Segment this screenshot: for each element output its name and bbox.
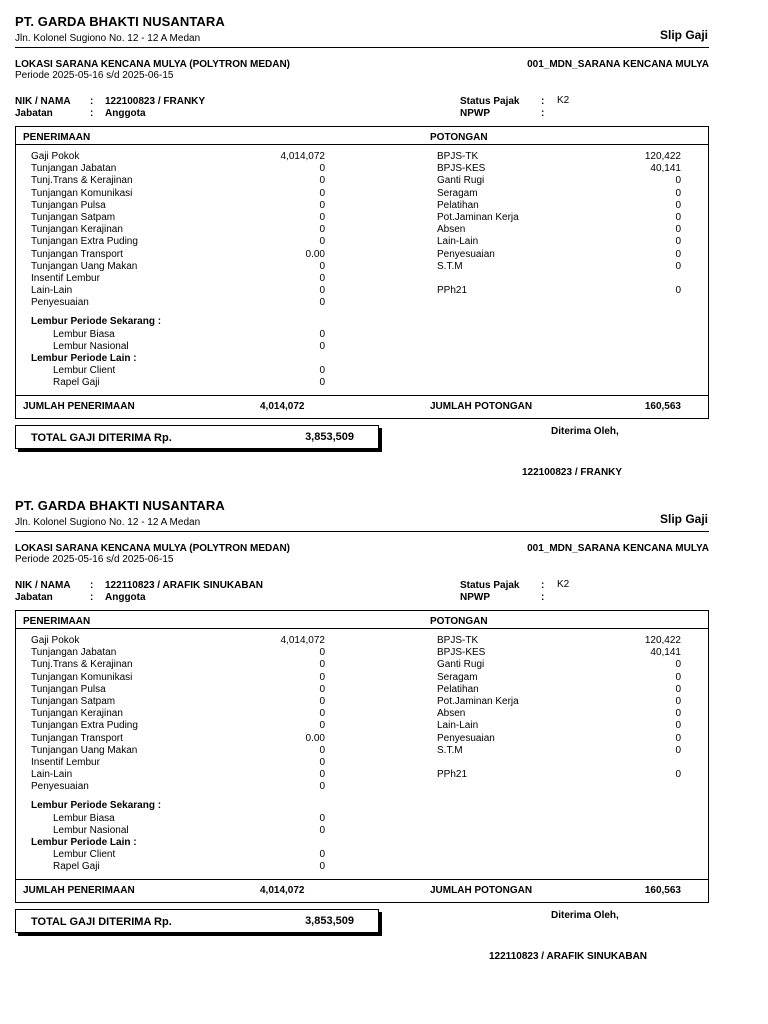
- status-pajak-label: Status Pajak: [460, 96, 520, 107]
- item-value: 0: [319, 199, 325, 211]
- item-name: Tunjangan Pulsa: [31, 683, 106, 695]
- item-name: Lembur Biasa: [53, 328, 115, 340]
- list-item: [437, 212, 681, 224]
- total-label: TOTAL GAJI DITERIMA Rp.: [31, 916, 172, 928]
- item-value: 0.00: [305, 248, 325, 260]
- item-name: PPh21: [437, 769, 468, 781]
- list-item: [31, 199, 325, 212]
- list-item: [31, 659, 325, 671]
- item-value: 0: [675, 260, 681, 272]
- item-value: 0: [319, 175, 325, 187]
- lembur-lain-heading: [31, 837, 311, 849]
- item-name: Penyesuaian: [31, 297, 89, 309]
- list-item: [437, 261, 681, 273]
- item-value: 0: [675, 211, 681, 223]
- item-name: Lembur Client: [53, 849, 116, 861]
- item-value: 0: [319, 260, 325, 272]
- list-item: [31, 377, 325, 389]
- list-item: [31, 861, 325, 873]
- item-name: Tunjangan Pulsa: [31, 199, 106, 211]
- slip-title: Slip Gaji: [659, 28, 708, 42]
- salary-table: [15, 126, 709, 419]
- item-value: 0: [675, 769, 681, 781]
- item-value: 0: [319, 769, 325, 781]
- list-item: [31, 163, 325, 175]
- item-name: Tunjangan Transport: [31, 732, 123, 744]
- list-item: [437, 696, 681, 708]
- item-value: 0: [319, 659, 325, 671]
- item-name: Rapel Gaji: [53, 377, 100, 389]
- item-value: 0: [675, 695, 681, 707]
- slip-title: Slip Gaji: [659, 512, 708, 526]
- list-item: [31, 340, 325, 353]
- jabatan-value: Anggota: [105, 108, 146, 119]
- table-header-divider: [16, 144, 708, 145]
- item-name: Tunjangan Satpam: [31, 211, 116, 223]
- received-by-label: Diterima Oleh,: [551, 426, 619, 437]
- company-address: Jln. Kolonel Sugiono No. 12 - 12 A Medan: [15, 33, 201, 44]
- jabatan-value: Anggota: [105, 592, 146, 603]
- list-item: [437, 249, 681, 261]
- jabatan-colon: :: [90, 592, 94, 603]
- item-value: 0: [319, 812, 325, 824]
- item-name: Pelatihan: [437, 199, 479, 211]
- item-name: Pot.Jaminan Kerja: [437, 695, 519, 707]
- salary-table: [15, 610, 709, 903]
- list-item: [31, 151, 325, 163]
- total-value: 3,853,509: [305, 915, 354, 927]
- item-value: 0: [319, 272, 325, 284]
- npwp-label: NPWP: [460, 592, 490, 603]
- penerimaan-list: [31, 151, 325, 390]
- nik-label: NIK / NAMA: [15, 580, 71, 591]
- nik-colon: :: [90, 580, 94, 591]
- lembur-lain-heading: [31, 353, 311, 365]
- item-name: Gaji Pokok: [31, 151, 80, 162]
- list-item: [31, 236, 325, 248]
- header-divider: [15, 47, 709, 48]
- item-name: Seragam: [437, 187, 478, 199]
- item-value: 0: [319, 163, 325, 175]
- header-divider: [15, 531, 709, 532]
- item-value: 0: [675, 732, 681, 744]
- item-name: Seragam: [437, 671, 478, 683]
- location-code: 001_MDN_SARANA KENCANA MULYA: [527, 543, 709, 554]
- item-name: BPJS-TK: [437, 151, 479, 162]
- list-item: [437, 733, 681, 745]
- item-name: Lain-Lain: [31, 285, 73, 297]
- item-value: 0: [319, 849, 325, 861]
- item-value: 0: [319, 756, 325, 768]
- list-item: [31, 756, 325, 769]
- penerimaan-header: PENERIMAAN: [23, 616, 91, 627]
- potongan-list: [437, 151, 681, 297]
- item-value: 0: [675, 248, 681, 260]
- item-name: Tunj.Trans & Kerajinan: [31, 175, 133, 187]
- item-value: 0: [319, 861, 325, 873]
- list-item: [31, 824, 325, 837]
- status-pajak-label: Status Pajak: [460, 580, 520, 591]
- jumlah-potongan-label: JUMLAH POTONGAN: [430, 401, 533, 412]
- list-item: [437, 224, 681, 236]
- list-item: [31, 732, 325, 745]
- period: Periode 2025-05-16 s/d 2025-06-15: [15, 70, 174, 81]
- potongan-list: [437, 635, 681, 781]
- item-value: 0: [675, 187, 681, 199]
- item-name: Tunjangan Komunikasi: [31, 671, 133, 683]
- item-value: 0: [319, 824, 325, 836]
- list-item: [437, 769, 681, 781]
- item-value: 0: [319, 297, 325, 309]
- item-value: 0: [675, 683, 681, 695]
- item-value: 0: [319, 340, 325, 352]
- item-name: BPJS-TK: [437, 635, 479, 646]
- total-box: [15, 909, 379, 933]
- spacer: [31, 309, 311, 316]
- list-item: [31, 248, 325, 261]
- list-item: [31, 769, 325, 781]
- item-value: 0: [319, 708, 325, 720]
- lembur-sekarang-heading: [31, 316, 311, 328]
- section-label: Lembur Periode Sekarang :: [31, 800, 162, 812]
- item-value: 0: [319, 647, 325, 659]
- item-name: Tunjangan Kerajinan: [31, 708, 123, 720]
- item-name: Tunjangan Uang Makan: [31, 744, 138, 756]
- item-name: Lembur Nasional: [53, 340, 129, 352]
- item-value: 40,141: [650, 647, 681, 659]
- item-value: 0: [319, 377, 325, 389]
- list-item: [31, 812, 325, 825]
- table-footer-divider: [16, 395, 708, 396]
- item-value: 0: [675, 199, 681, 211]
- item-name: Tunjangan Uang Makan: [31, 260, 138, 272]
- item-value: 0: [675, 671, 681, 683]
- list-item: [31, 647, 325, 659]
- item-value: 0: [319, 683, 325, 695]
- signer-name: 122110823 / ARAFIK SINUKABAN: [489, 951, 648, 962]
- nik-value: 122110823 / ARAFIK SINUKABAN: [105, 580, 264, 591]
- item-name: Pot.Jaminan Kerja: [437, 211, 519, 223]
- list-item: [437, 647, 681, 659]
- lembur-sekarang-heading: [31, 800, 311, 812]
- item-name: Lain-Lain: [437, 720, 479, 732]
- list-item: [31, 365, 325, 377]
- item-value: 0: [319, 671, 325, 683]
- potongan-header: POTONGAN: [430, 132, 488, 143]
- item-name: Insentif Lembur: [31, 272, 100, 284]
- item-value: 0: [675, 720, 681, 732]
- item-value: 4,014,072: [280, 151, 325, 162]
- list-item: [437, 684, 681, 696]
- item-name: S.T.M: [437, 260, 463, 272]
- list-item: [31, 328, 325, 341]
- location: LOKASI SARANA KENCANA MULYA (POLYTRON MEDAN): [15, 543, 291, 554]
- signer-name: 122100823 / FRANKY: [522, 467, 623, 478]
- item-name: Tunjangan Extra Puding: [31, 720, 138, 732]
- list-item: [31, 744, 325, 757]
- company-address: Jln. Kolonel Sugiono No. 12 - 12 A Medan: [15, 517, 201, 528]
- total-value: 3,853,509: [305, 431, 354, 443]
- item-name: BPJS-KES: [437, 163, 486, 175]
- list-item: [437, 659, 681, 671]
- list-item: [437, 635, 681, 647]
- list-item: [437, 200, 681, 212]
- item-name: Tunjangan Satpam: [31, 695, 116, 707]
- jumlah-penerimaan-label: JUMLAH PENERIMAAN: [23, 885, 135, 896]
- item-value: 0: [319, 224, 325, 236]
- item-value: 0: [675, 175, 681, 187]
- jumlah-potongan-value: 160,563: [644, 885, 681, 896]
- status-pajak-colon: :: [541, 96, 545, 107]
- item-value: 0: [675, 285, 681, 297]
- item-name: Tunjangan Extra Puding: [31, 236, 138, 248]
- list-item: [437, 672, 681, 684]
- list-item: [31, 187, 325, 200]
- salary-slip: [0, 0, 768, 484]
- item-value: 0: [319, 720, 325, 732]
- item-value: 0: [319, 328, 325, 340]
- list-item: [437, 163, 681, 175]
- list-item: [31, 272, 325, 285]
- npwp-colon: :: [541, 108, 545, 119]
- item-value: 120,422: [644, 151, 681, 162]
- item-value: 0: [319, 744, 325, 756]
- list-item: [437, 285, 681, 297]
- item-value: 0: [675, 659, 681, 671]
- item-name: PPh21: [437, 285, 468, 297]
- item-name: Pelatihan: [437, 683, 479, 695]
- item-value: 0: [319, 211, 325, 223]
- location-code: 001_MDN_SARANA KENCANA MULYA: [527, 59, 709, 70]
- nik-colon: :: [90, 96, 94, 107]
- list-item: [437, 273, 681, 285]
- list-item: [31, 211, 325, 224]
- jumlah-penerimaan-value: 4,014,072: [260, 885, 305, 896]
- item-name: Tunj.Trans & Kerajinan: [31, 659, 133, 671]
- list-item: [31, 671, 325, 684]
- item-name: Insentif Lembur: [31, 756, 100, 768]
- status-pajak-value: K2: [557, 579, 570, 590]
- table-header-divider: [16, 628, 708, 629]
- salary-slip: [0, 484, 768, 968]
- item-name: Lembur Client: [53, 365, 116, 377]
- section-label: Lembur Periode Sekarang :: [31, 316, 162, 328]
- list-item: [437, 708, 681, 720]
- item-name: Lain-Lain: [31, 769, 73, 781]
- npwp-label: NPWP: [460, 108, 490, 119]
- item-name: Ganti Rugi: [437, 175, 485, 187]
- item-value: 0: [675, 236, 681, 248]
- item-value: 4,014,072: [280, 635, 325, 646]
- jabatan-label: Jabatan: [15, 592, 53, 603]
- list-item: [31, 849, 325, 861]
- item-value: 0: [319, 285, 325, 297]
- jumlah-potongan-value: 160,563: [644, 401, 681, 412]
- list-item: [437, 236, 681, 248]
- table-footer-divider: [16, 879, 708, 880]
- item-name: Lembur Biasa: [53, 812, 115, 824]
- list-item: [437, 720, 681, 732]
- item-value: 0: [675, 224, 681, 236]
- item-name: BPJS-KES: [437, 647, 486, 659]
- item-name: Absen: [437, 224, 466, 236]
- item-value: 0: [319, 365, 325, 377]
- item-name: Ganti Rugi: [437, 659, 485, 671]
- item-name: Penyesuaian: [437, 248, 495, 260]
- list-item: [437, 188, 681, 200]
- item-name: Tunjangan Kerajinan: [31, 224, 123, 236]
- item-value: 0: [319, 695, 325, 707]
- jumlah-penerimaan-value: 4,014,072: [260, 401, 305, 412]
- item-name: Gaji Pokok: [31, 635, 80, 646]
- potongan-header: POTONGAN: [430, 616, 488, 627]
- item-name: Lain-Lain: [437, 236, 479, 248]
- list-item: [31, 635, 325, 647]
- item-value: 0: [675, 744, 681, 756]
- item-value: 0: [319, 187, 325, 199]
- status-pajak-value: K2: [557, 95, 570, 106]
- item-name: Tunjangan Transport: [31, 248, 123, 260]
- item-value: 120,422: [644, 635, 681, 646]
- item-name: Tunjangan Jabatan: [31, 647, 117, 659]
- jumlah-penerimaan-label: JUMLAH PENERIMAAN: [23, 401, 135, 412]
- item-name: Absen: [437, 708, 466, 720]
- item-value: 0: [319, 236, 325, 248]
- item-name: Rapel Gaji: [53, 861, 100, 873]
- penerimaan-list: [31, 635, 325, 874]
- spacer: [31, 793, 311, 800]
- item-value: 0.00: [305, 732, 325, 744]
- list-item: [437, 745, 681, 757]
- item-value: 0: [319, 781, 325, 793]
- list-item: [437, 175, 681, 187]
- item-name: Penyesuaian: [437, 732, 495, 744]
- jumlah-potongan-label: JUMLAH POTONGAN: [430, 885, 533, 896]
- npwp-colon: :: [541, 592, 545, 603]
- list-item: [31, 781, 325, 793]
- item-value: 0: [675, 708, 681, 720]
- location: LOKASI SARANA KENCANA MULYA (POLYTRON MEDAN): [15, 59, 291, 70]
- list-item: [31, 720, 325, 732]
- company-name: PT. GARDA BHAKTI NUSANTARA: [15, 14, 225, 29]
- item-name: S.T.M: [437, 744, 463, 756]
- section-label: Lembur Periode Lain :: [31, 353, 137, 364]
- status-pajak-colon: :: [541, 580, 545, 591]
- list-item: [437, 151, 681, 163]
- total-box: [15, 425, 379, 449]
- list-item: [31, 297, 325, 309]
- list-item: [31, 224, 325, 236]
- item-value: 40,141: [650, 163, 681, 175]
- list-item: [31, 695, 325, 708]
- total-label: TOTAL GAJI DITERIMA Rp.: [31, 432, 172, 444]
- period: Periode 2025-05-16 s/d 2025-06-15: [15, 554, 174, 565]
- list-item: [437, 757, 681, 769]
- list-item: [31, 708, 325, 720]
- list-item: [31, 285, 325, 297]
- penerimaan-header: PENERIMAAN: [23, 132, 91, 143]
- item-name: Tunjangan Jabatan: [31, 163, 117, 175]
- list-item: [31, 175, 325, 187]
- list-item: [31, 260, 325, 273]
- section-label: Lembur Periode Lain :: [31, 837, 137, 848]
- list-item: [31, 683, 325, 696]
- nik-value: 122100823 / FRANKY: [105, 96, 206, 107]
- nik-label: NIK / NAMA: [15, 96, 71, 107]
- jabatan-colon: :: [90, 108, 94, 119]
- item-name: Tunjangan Komunikasi: [31, 187, 133, 199]
- company-name: PT. GARDA BHAKTI NUSANTARA: [15, 498, 225, 513]
- jabatan-label: Jabatan: [15, 108, 53, 119]
- item-name: Penyesuaian: [31, 781, 89, 793]
- item-name: Lembur Nasional: [53, 824, 129, 836]
- received-by-label: Diterima Oleh,: [551, 910, 619, 921]
